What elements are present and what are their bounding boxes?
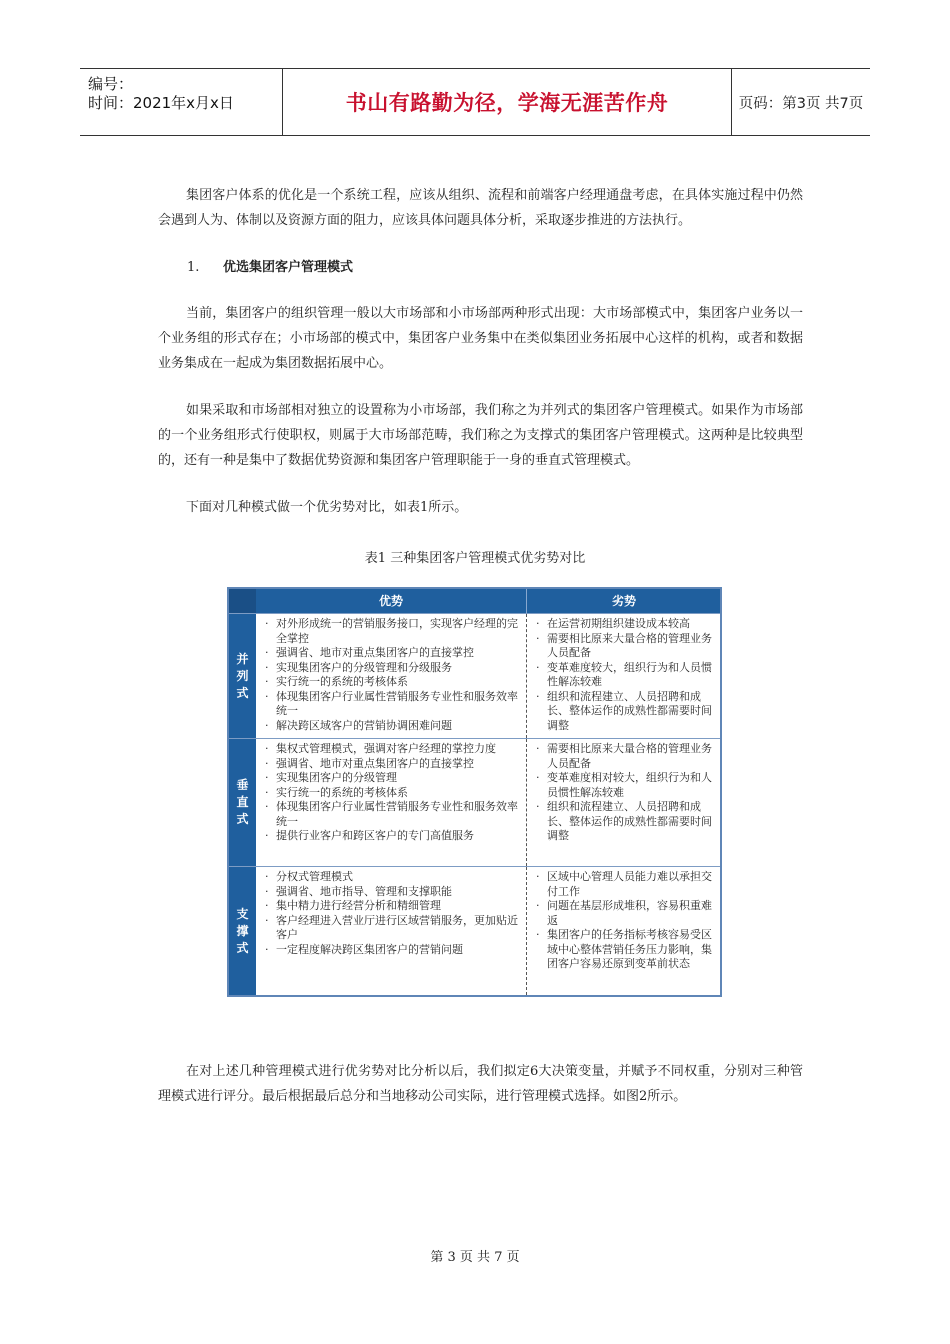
list-item: . 组织和流程建立、人员招聘和成长、整体运作的成熟性都需要时间调整 xyxy=(535,690,714,734)
list-item: . 需要相比原来大量合格的管理业务人员配备 xyxy=(535,632,714,661)
table-header-disadvantages: 劣势 xyxy=(526,589,721,613)
list-item: . 强调省、地市对重点集团客户的直接掌控 xyxy=(264,646,520,661)
header-motto: 书山有路勤为径，学海无涯苦作舟 xyxy=(345,91,669,115)
table-header-row xyxy=(229,589,720,613)
list-item: . 问题在基层形成堆积，容易积重难返 xyxy=(535,899,714,928)
list-item: . 客户经理进入营业厅进行区域营销服务，更加贴近客户 xyxy=(264,914,520,943)
table-header-corner xyxy=(229,589,256,613)
table-header-advantages: 优势 xyxy=(378,594,403,608)
body-paragraph: 下面对几种模式做一个优劣势对比，如表1所示。 xyxy=(186,500,468,515)
intro-paragraph: 集团客户体系的优化是一个系统工程，应该从组织、流程和前端客户经理通盘考虑，在具体实施过程中仍然会遇到人为、体制以及资源方面的阻力，应该具体问题具体分析，采取逐步推进的方法执行。 xyxy=(158,188,803,228)
section-title: 优选集团客户管理模式 xyxy=(223,260,354,275)
list-item: . 解决跨区域客户的营销协调困难问题 xyxy=(264,719,520,734)
advantages-cell xyxy=(256,614,526,738)
table-row xyxy=(229,866,720,995)
row-label-parallel: 并 列 式 xyxy=(229,614,256,738)
page-header xyxy=(80,68,870,136)
list-item: . 实现集团客户的分级管理和分级服务 xyxy=(264,661,520,676)
comparison-table xyxy=(227,587,722,997)
list-item: . 在运营初期组织建设成本较高 xyxy=(535,617,714,632)
table-caption: 表1 三种集团客户管理模式优劣势对比 xyxy=(364,551,586,566)
body-paragraph: 当前，集团客户的组织管理一般以大市场部和小市场部两种形式出现：大市场部模式中，集团客户业务以一个业务组的形式存在；小市场部的模式中，集团客户业务集中在类似集团业务拓展中心这样的机构，或者和数据业务集成在一起成为集团数据拓展中心。 xyxy=(158,306,803,371)
disadvantages-cell xyxy=(526,739,720,866)
list-item: . 提供行业客户和跨区客户的专门高值服务 xyxy=(264,829,520,844)
advantages-cell xyxy=(256,867,526,995)
disadvantages-cell xyxy=(526,614,720,738)
table-row xyxy=(229,613,720,738)
list-item: . 需要相比原来大量合格的管理业务人员配备 xyxy=(535,742,714,771)
list-item: . 实现集团客户的分级管理 xyxy=(264,771,520,786)
list-item: . 一定程度解决跨区集团客户的营销问题 xyxy=(264,943,520,958)
row-label-vertical: 垂 直 式 xyxy=(229,739,256,866)
time-label: 时间：2021年x月x日 xyxy=(88,94,234,112)
list-item: . 变革难度相对较大，组织行为和人员惯性解冻较难 xyxy=(535,771,714,800)
serial-label: 编号： xyxy=(88,75,134,93)
body-paragraph: 如果采取和市场部相对独立的设置称为小市场部，我们称之为并列式的集团客户管理模式。如果作为市场部的一个业务组形式行使职权，则属于大市场部范畴，我们称之为支撑式的集团客户管理模式。这两种是比较典型的，还有一种是集中了数据优势资源和集团客户管理职能于一身的垂直式管理模式。 xyxy=(158,403,803,468)
header-motto-cell xyxy=(282,69,732,135)
list-item: . 对外形成统一的营销服务接口，实现客户经理的完全掌控 xyxy=(264,617,520,646)
list-item: . 体现集团客户行业属性营销服务专业性和服务效率统一 xyxy=(264,800,520,829)
page-footer: 第 3 页 共 7 页 xyxy=(430,1250,520,1265)
row-label-support: 支 撑 式 xyxy=(229,867,256,995)
list-item: . 集中精力进行经营分析和精细管理 xyxy=(264,899,520,914)
table-row xyxy=(229,738,720,866)
list-item: . 实行统一的系统的考核体系 xyxy=(264,786,520,801)
list-item: . 变革难度较大，组织行为和人员惯性解冻较难 xyxy=(535,661,714,690)
list-item: . 分权式管理模式 xyxy=(264,870,520,885)
list-item: . 实行统一的系统的考核体系 xyxy=(264,675,520,690)
advantages-cell xyxy=(256,739,526,866)
section-heading xyxy=(187,256,353,275)
section-number: 1. xyxy=(187,260,200,275)
list-item: . 组织和流程建立、人员招聘和成长、整体运作的成熟性都需要时间调整 xyxy=(535,800,714,844)
header-meta xyxy=(80,69,282,135)
list-item: . 体现集团客户行业属性营销服务专业性和服务效率统一 xyxy=(264,690,520,719)
list-item: . 集团客户的任务指标考核容易受区域中心整体营销任务压力影响，集团客户容易还原到变革前状态 xyxy=(535,928,714,972)
header-page-info: 页码：第3页 共7页 xyxy=(738,95,864,112)
list-item: . 集权式管理模式，强调对客户经理的掌控力度 xyxy=(264,742,520,757)
list-item: . 强调省、地市指导、管理和支撑职能 xyxy=(264,885,520,900)
list-item: . 区域中心管理人员能力难以承担交付工作 xyxy=(535,870,714,899)
disadvantages-cell xyxy=(526,867,720,995)
closing-paragraph: 在对上述几种管理模式进行优劣势对比分析以后，我们拟定6大决策变量，并赋予不同权重，分别对三种管理模式进行评分。最后根据最后总分和当地移动公司实际，进行管理模式选择。如图2所示。 xyxy=(158,1064,803,1104)
list-item: . 强调省、地市对重点集团客户的直接掌控 xyxy=(264,757,520,772)
